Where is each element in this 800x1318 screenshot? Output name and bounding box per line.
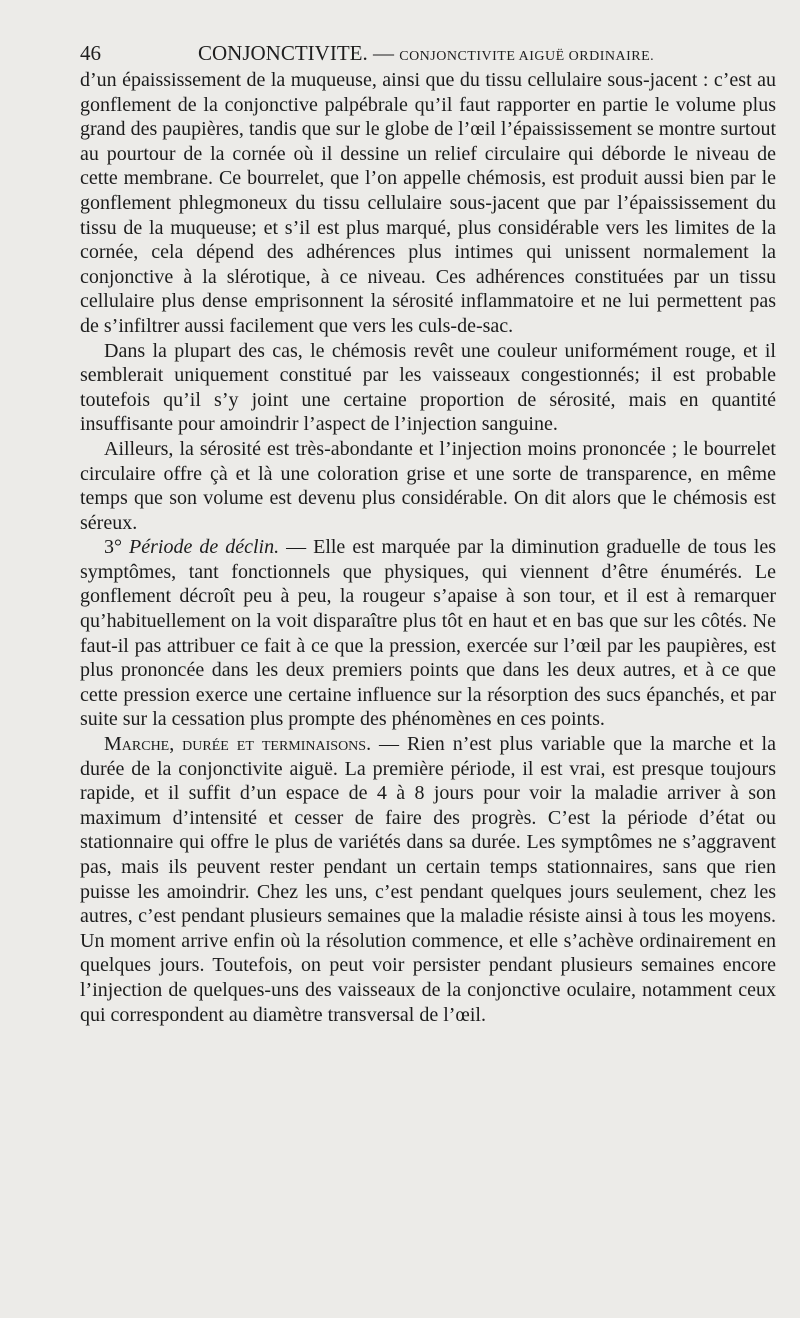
running-header <box>80 41 776 71</box>
section-subtitle: CONJONCTIVITE AIGUË ORDINAIRE. <box>399 49 655 64</box>
period-text: — Elle est marquée par la diminution graduelle de tous les symptômes, tant fonctionnels que physiques, qui viennent d’être énumérés. Le gonflement décroît peu à peu, la rougeur s’apaise à son tour, et il est à remarquer qu’habituellement on la voit disparaître plus tôt en haut et en bas que sur les côtés. Ne faut-il pas attribuer ce fait à ce que la pression, exercée sur l’œil par les paupières, est plus prononcée dans les deux premiers points que dans les deux autres, et à ce que cette pression exerce une certaine influence sur la résorption des sucs épanchés, et par suite sur la cessation plus prompte des phénomènes en ces points. <box>80 536 777 731</box>
marche-text: — Rien n’est plus variable que la marche et la durée de la conjonctivite aiguë. La première période, il est vrai, est presque toujours rapide, et il suffit d’un espace de 4 à 8 jours pour voir la maladie arriver à son maximum d’intensité et cesser de faire des progrès. C’est la période d’état ou stationnaire qui offre le plus de variétés dans sa durée. Les symptômes ne s’aggravent pas, mais ils peuvent rester pendant un certain temps stationnaires, sans que rien puisse les amoindrir. Chez les uns, c’est pendant quelques jours seulement, chez les autres, c’est pendant plusieurs semaines que la maladie résiste ainsi à tous les moyens. Un moment arrive enfin où la résolution commence, et elle s’achève ordinairement en quelques jours. Toutefois, on peut voir persister pendant plusieurs semaines encore l’injection de quelques-uns des vaisseaux de la conjonctive oculaire, notamment ceux qui correspondent au diamètre transversal de l’œil. <box>80 733 776 1026</box>
running-title <box>198 41 654 66</box>
paragraph-chemosis-sereux: Ailleurs, la sérosité est très-abondante et l’injection moins prononcée ; le bourrelet circulaire offre çà et là une coloration grise et une sorte de transparence, en même temps que son volume est devenu plus considérable. On dit alors que le chémosis est séreux. <box>80 437 776 534</box>
chapter-title: CONJONCTIVITE. <box>198 41 368 65</box>
section-heading-marche: Marche, durée et terminaisons. <box>104 733 372 756</box>
paragraph-chemosis-color: Dans la plupart des cas, le chémosis revêt une couleur uniformément rouge, et il semblerait uniquement constitué par les vaisseaux congestionnés; il est probable toutefois qu’il s’y joint une certaine proportion de sérosité, mais en quantité insuffisante pour amoindrir l’aspect de l’injection sanguine. <box>80 339 776 436</box>
paragraph-marche-duree <box>80 732 776 1027</box>
page-number: 46 <box>80 41 101 65</box>
paragraph-periode-declin <box>80 535 776 732</box>
body-text <box>80 68 776 1027</box>
period-number: 3° <box>104 536 122 559</box>
period-heading: Période de déclin. <box>129 536 280 559</box>
title-separator: — <box>367 41 400 65</box>
paragraph-chemosis: d’un épaississement de la muqueuse, ainsi que du tissu cellulaire sous-jacent : c’est au gonflement de la conjonctive palpébrale qu’il faut rapporter en partie le volume plus grand des paupières, tandis que sur le globe de l’œil l’épaississement se montre surtout au pourtour de la cornée où il dessine un relief circulaire qui déborde le niveau de cette membrane. Ce bourrelet, que l’on appelle chémosis, est produit aussi bien par le gonflement phlegmoneux du tissu cellulaire sous-jacent que par l’épaississement du tissu de la muqueuse; et s’il est plus marqué, plus considérable vers les limites de la cornée, cela dépend des adhérences plus intimes qui unissent normalement la conjonctive à la slérotique, à ce niveau. Ces adhérences constituées par un tissu cellulaire plus dense emprisonnent la sérosité inflammatoire et ne lui permettent pas de s’infiltrer aussi facilement que vers les culs-de-sac. <box>80 69 776 337</box>
